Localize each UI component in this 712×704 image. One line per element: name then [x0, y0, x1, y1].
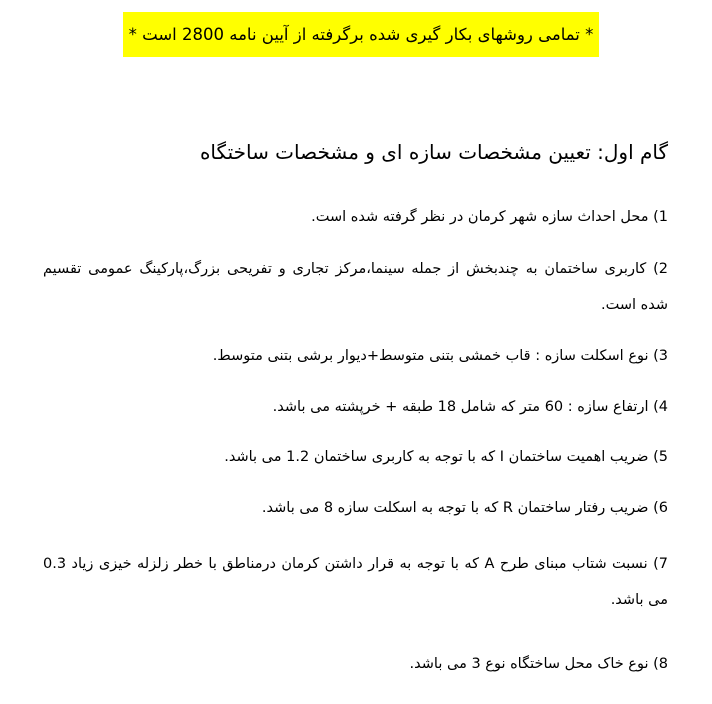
list-item-4: 4) ارتفاع سازه : 60 متر که شامل 18 طبقه + خرپشته می باشد.: [272, 399, 668, 415]
banner-text: * تمامی روشهای بکار گیری شده برگرفته از آیین نامه 2800 است *: [128, 25, 594, 44]
list-item-3: 3) نوع اسکلت سازه : قاب خمشی بتنی متوسط+دیوار برشی بتنی متوسط.: [212, 348, 668, 364]
list-item-8: 8) نوع خاک محل ساختگاه نوع 3 می باشد.: [409, 656, 668, 672]
list-item-2: 2) کاربری ساختمان به چندبخش از جمله سینما،مرکز تجاری و تفریحی بزرگ،پارکینگ عمومی تقسیم شده است.: [43, 261, 668, 313]
list-item-1: 1) محل احداث سازه شهر کرمان در نظر گرفته شده است.: [311, 209, 668, 225]
list-item-6: 6) ضریب رفتار ساختمان R که با توجه به اسکلت سازه 8 می باشد.: [261, 500, 668, 516]
list-item-7: 7) نسبت شتاب مبنای طرح A که با توجه به قرار داشتن کرمان درمناطق با خطر زلزله خیزی زیاد 0.3 می باشد.: [43, 556, 668, 608]
section-heading: گام اول: تعیین مشخصات سازه ای و مشخصات ساختگاه: [199, 140, 668, 164]
list-item-5: 5) ضریب اهمیت ساختمان I که با توجه به کاربری ساختمان 1.2 می باشد.: [224, 449, 668, 465]
highlight-banner: [123, 12, 599, 57]
